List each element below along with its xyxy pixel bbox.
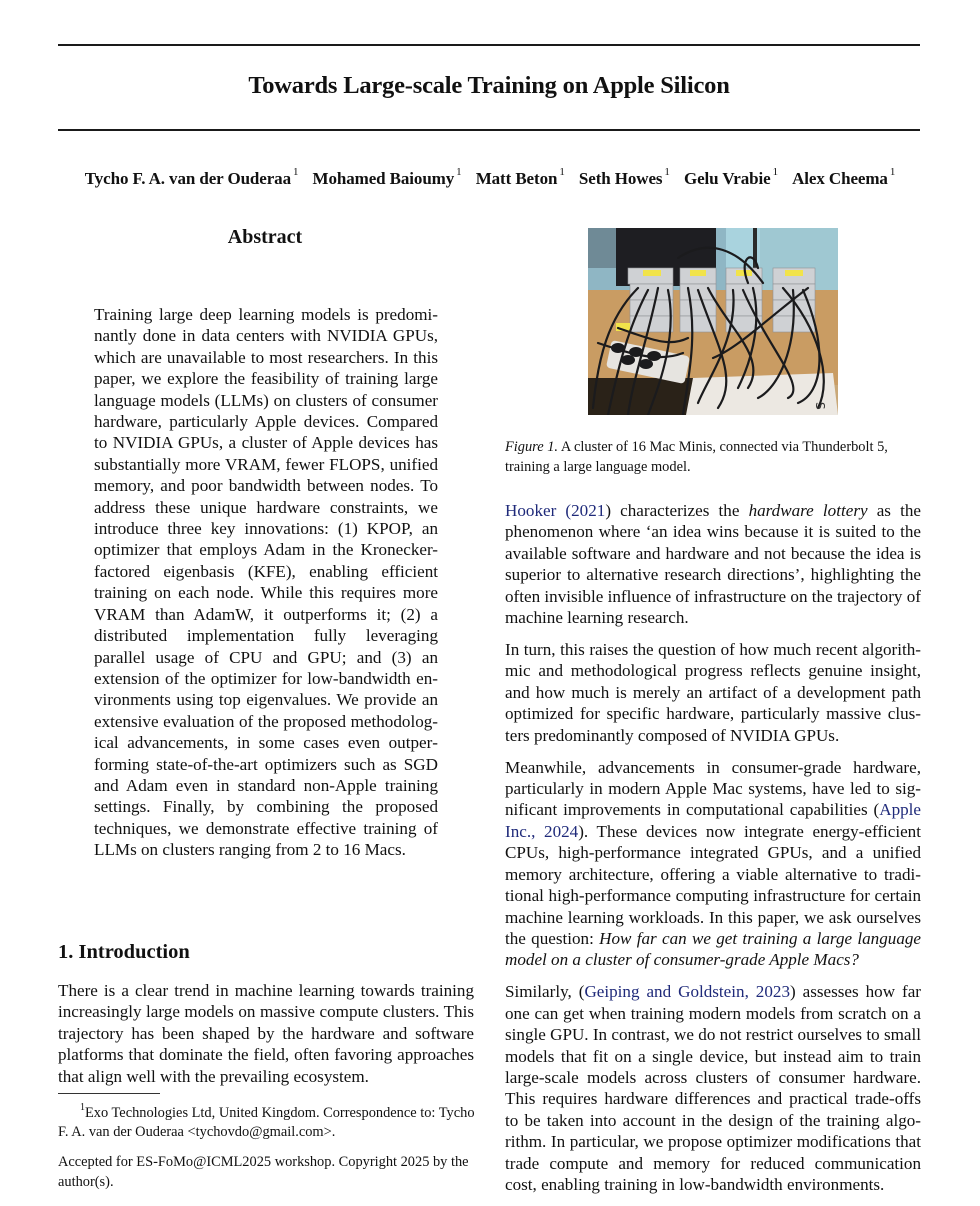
affiliation-mark: 1 xyxy=(456,166,462,178)
figure-1-caption: Figure 1. A cluster of 16 Mac Minis, connected via Thunderbolt 5, training a large language model. xyxy=(505,439,888,475)
figure-1-photo xyxy=(588,228,838,415)
author: Seth Howes $^1$ xyxy=(578,166,670,188)
abstract-heading: Abstract xyxy=(227,226,303,248)
footnote-mark: 1 xyxy=(80,1102,85,1113)
abstract-text: Training large deep learning models is predominantly done in data centers with NVIDIA GPUs, which are unavailable to most researchers. In this paper, we explore the feasibility of training large language models (LLMs) on clusters of consumer hardware, particularly Apple devices. Compared to NVIDIA GPUs, a cluster of Apple devices has substantially more VRAM, fewer FLOPS, unified memory, and poor bandwidth between nodes. To address these unique hardware constraints, we introduce three key innovations: (1) KPOP, an optimizer that employs Adam in the Kronecker-factored eigenbasis (KFE), enabling efficient training on each node. While this requires more VRAM than AdamW, it outperforms it; (2) a distributed implementation fully leveraging parallel usage of CPU and GPU; and (3) an extension of the optimizer for low-bandwidth environments using top eigenvalues. We provide an extensive evaluation of the proposed methodological advancements, in some cases even outperforming state-of-the-art optimizers such as SGD and Adam even in standard non-Apple training settings. Finally, by combining the proposed techniques, we demonstrate effective training of LLMs on clusters ranging from 2 to 16 Macs. xyxy=(94,305,438,860)
paper-title: Towards Large-scale Training on Apple Silicon xyxy=(248,72,730,99)
affiliation-mark: 1 xyxy=(772,166,778,178)
footnote-rule xyxy=(58,1093,160,1094)
section-heading-introduction: 1. Introduction xyxy=(58,941,190,963)
paragraph-single-gpu: Similarly, (Geiping and Goldstein, 2023) assesses how far one can get when training modern models from scratch on a single GPU. In contrast, we do not restrict ourselves to small models that fit on a single device, but instead aim to train large-scale models across clusters of consumer hardware. This requires hardware differences and practical trade-offs to be taken into account in the design of the training algorithm. In particular, we propose optimizer modifications that trade compute and memory for reduced communication cost, enabling training in low-bandwidth environments. xyxy=(505,982,921,1194)
author: Mohamed Baioumy $^1$ xyxy=(312,166,462,188)
introduction-text: There is a clear trend in machine learning towards training increasingly large models on massive compute clusters. This trajectory has been shaped by the hardware and software platforms that dominate the field, often favoring approaches that align well with the prevailing ecosystem. xyxy=(58,981,474,1086)
citation-apple[interactable]: Apple Inc., 2024 xyxy=(505,800,921,841)
author: Matt Beton $^1$ xyxy=(475,166,565,188)
paragraph-consumer-hardware: Meanwhile, advancements in consumer-grade hardware, particularly in modern Apple Mac systems, have led to significant improvements in computational capabilities (Apple Inc., 2024). These devices now integrate energy-efficient CPUs, high-performance integrated GPUs, and a unified memory architecture, offering a viable alternative to traditional high-performance computing infrastructure for certain machine learning workloads. In this paper, we ask ourselves the question: How far can we get training a large language model on a cluster of consumer-grade Apple Macs? xyxy=(505,757,921,970)
paragraph-algorithmic-progress: In turn, this raises the question of how much recent algorithmic and methodological progress reflects genuine insight, and how much is merely an artifact of a development path optimized for specific hardware, particularly massive clusters predominantly composed of NVIDIA GPUs. xyxy=(505,640,921,745)
title-bottom-rule xyxy=(58,129,920,131)
figure-label: Figure 1. xyxy=(505,439,559,455)
citation-geiping[interactable]: Geiping and Goldstein, 2023 xyxy=(584,982,790,1002)
affiliation-mark: 1 xyxy=(292,166,299,178)
svg-text:S: S xyxy=(813,402,827,410)
author: Alex Cheema $^1$ xyxy=(792,166,896,188)
citation-hooker[interactable]: Hooker (2021 xyxy=(505,501,606,520)
paragraph-hardware-lottery: Hooker (2021) characterizes the hardware lottery as the phenomenon where ‘an idea wins because it is suited to the available software and hardware and not because the idea is superior to alternative research directions’, highlighting the often invisible influence of infrastructure on the trajectory of machine learning research. xyxy=(505,501,921,628)
title-top-rule xyxy=(58,44,920,46)
affiliation-mark: 1 xyxy=(559,166,565,178)
footnote-affiliation: $^1$Exo Technologies Ltd, United Kingdom. Correspondence to: Tycho F. A. van der Ouderaa <tychovdo@gmail.com>. xyxy=(58,1102,475,1141)
affiliation-mark: 1 xyxy=(889,166,896,178)
acceptance-notice: Accepted for ES-FoMo@ICML2025 workshop. Copyright 2025 by the author(s). xyxy=(58,1154,469,1190)
author-list xyxy=(40,168,940,189)
right-column-text xyxy=(505,500,921,1206)
author: Gelu Vrabie $^1$ xyxy=(683,166,778,188)
author: Tycho F. A. van der Ouderaa $^1$ xyxy=(84,166,299,188)
affiliation-mark: 1 xyxy=(664,166,670,178)
